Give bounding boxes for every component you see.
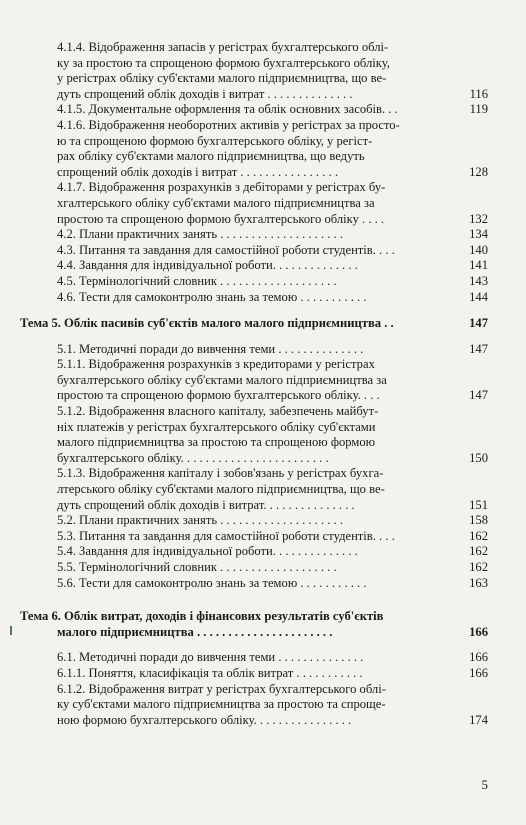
toc-group-topic-4: [0, 40, 526, 305]
toc-entry[interactable]: [57, 529, 488, 545]
toc-entry[interactable]: [57, 227, 488, 243]
toc-entry-page: 162: [469, 560, 488, 574]
toc-entry-page: 150: [469, 450, 488, 465]
toc-entry-page: 147: [469, 388, 488, 403]
toc-entry-line: 5.1. Методичні поради до вивчення теми . . . . . . . . . . . . . .: [57, 341, 364, 356]
toc-entry-title: [57, 466, 454, 513]
toc-group-topic-6: [0, 650, 526, 728]
toc-entry-page: 141: [469, 258, 488, 273]
toc-entry-page: 116: [469, 86, 488, 101]
toc-entry[interactable]: [57, 576, 488, 592]
toc-entry-line: простою та спрощеною формою бухгалтерського обліку . . . .: [57, 211, 385, 226]
toc-entry[interactable]: [57, 357, 488, 404]
toc-entry[interactable]: [57, 466, 488, 513]
toc-entry[interactable]: [57, 40, 488, 102]
toc-entry-line: 4.1.5. Документальне оформлення та облік основних засобів. . .: [57, 102, 398, 117]
toc-entry-line: 4.3. Питання та завдання для самостійної роботи студентів. . . .: [57, 242, 395, 257]
toc-entry[interactable]: [57, 342, 488, 358]
toc-topic-6-page: 166: [469, 624, 488, 639]
toc-entry-page: 140: [469, 242, 488, 257]
toc-entry[interactable]: [57, 290, 488, 306]
toc-entry-line: простою та спрощеною формою бухгалтерського обліку. . . .: [57, 388, 380, 403]
toc-entry-title: [57, 118, 454, 180]
toc-entry[interactable]: [57, 243, 488, 259]
toc-entry-page: 132: [469, 211, 488, 226]
toc-entry-title: [57, 258, 454, 274]
toc-entry-page: 128: [469, 164, 488, 179]
toc-entry-title: [57, 682, 454, 729]
toc-entry-line: 4.1.7. Відображення розрахунків з дебіторами у регістрах бу-: [57, 180, 386, 195]
toc-entry-page: 174: [469, 712, 488, 727]
toc-entry-line: 5.5. Термінологічний словник . . . . . . . . . . . . . . . . . . .: [57, 560, 337, 574]
toc-entry[interactable]: [57, 682, 488, 729]
toc-entry-line: 5.1.1. Відображення розрахунків з кредиторами у регістрах: [57, 357, 375, 372]
toc-entry-title: [57, 560, 454, 576]
toc-entry-line: 4.5. Термінологічний словник . . . . . . . . . . . . . . . . . . .: [57, 273, 337, 288]
toc-entry-line: ніх платежів у регістрах бухгалтерського обліку суб'єктами: [57, 419, 376, 434]
toc-topic-5[interactable]: [20, 316, 488, 332]
toc-entry-line: ку суб'єктами малого підприємництва за простою та спроще-: [57, 697, 386, 712]
toc-entry-line: ку за простою та спрощеною формою бухгалтерського обліку,: [57, 55, 390, 70]
toc-entry-title: [57, 227, 454, 243]
toc-entry-page: 134: [469, 227, 488, 242]
toc-entry-title: [57, 290, 454, 306]
toc-entry-line: 5.2. Плани практичних занять . . . . . . . . . . . . . . . . . . . .: [57, 513, 343, 528]
table-of-contents: [0, 40, 526, 728]
toc-entry-title: [57, 576, 454, 592]
toc-entry-page: 162: [469, 528, 488, 543]
toc-entry-line: ю та спрощеною формою бухгалтерського обліку, у регіст-: [57, 133, 373, 148]
toc-entry-line: 4.6. Тести для самоконтролю знань за темою . . . . . . . . . . .: [57, 289, 367, 304]
toc-entry-line: 4.1.4. Відображення запасів у регістрах бухгалтерського облі-: [57, 40, 389, 54]
toc-entry[interactable]: [57, 102, 488, 118]
toc-entry-title: [57, 404, 454, 466]
toc-entry-line: 4.2. Плани практичних занять . . . . . . . . . . . . . . . . . . . .: [57, 227, 343, 242]
toc-entry-title: [57, 243, 454, 259]
toc-entry[interactable]: [57, 258, 488, 274]
toc-topic-5-title: Тема 5. Облік пасивів суб'єктів малого малого підприємництва . .: [20, 316, 394, 331]
toc-entry-page: 166: [469, 665, 488, 680]
toc-topic-5-page: 147: [469, 316, 488, 331]
toc-entry-page: 144: [469, 289, 488, 304]
toc-entry-page: 163: [469, 575, 488, 590]
toc-entry-line: 5.1.2. Відображення власного капіталу, забезпечень майбут-: [57, 404, 379, 419]
toc-entry-page: 119: [469, 102, 488, 117]
toc-entry-page: 158: [469, 513, 488, 528]
toc-entry-title: [57, 513, 454, 529]
toc-entry-line: 6.1. Методичні поради до вивчення теми . . . . . . . . . . . . . .: [57, 650, 364, 665]
toc-entry-title: [57, 342, 454, 358]
toc-entry[interactable]: [57, 666, 488, 682]
toc-entry-line: 4.1.6. Відображення необоротних активів у регістрах за просто-: [57, 117, 400, 132]
toc-entry-title: [57, 40, 454, 102]
toc-entry-title: [57, 180, 454, 227]
toc-group-topic-5: [0, 342, 526, 592]
toc-entry-line: малого підприємництва за простою та спрощеною формою: [57, 435, 376, 450]
toc-entry[interactable]: [57, 274, 488, 290]
page-number: 5: [481, 777, 488, 792]
toc-entry-title: [57, 666, 454, 682]
toc-entry-line: бухгалтерського обліку суб'єктами малого підприємництва за: [57, 372, 387, 387]
toc-entry-line: 6.1.1. Поняття, класифікація та облік витрат . . . . . . . . . . .: [57, 665, 363, 680]
toc-entry-line: дуть спрощений облік доходів і витрат. . . . . . . . . . . . . . .: [57, 497, 355, 512]
toc-entry-line: 5.3. Питання та завдання для самостійної роботи студентів. . . .: [57, 528, 395, 543]
toc-entry[interactable]: [57, 650, 488, 666]
toc-entry-page: 162: [469, 544, 488, 559]
toc-entry-title: [57, 544, 454, 560]
toc-topic-6-title-cont: малого підприємництва . . . . . . . . . . . . . . . . . . . . . .: [57, 624, 333, 639]
toc-entry-title: [57, 650, 454, 666]
toc-entry[interactable]: [57, 560, 488, 576]
toc-entry-line: хгалтерського обліку суб'єктами малого підприємництва за: [57, 195, 375, 210]
toc-topic-6[interactable]: [20, 609, 488, 640]
toc-entry-page: 147: [469, 341, 488, 356]
toc-entry-line: 5.1.3. Відображення капіталу і зобов'язань у регістрах бухга-: [57, 466, 384, 481]
toc-topic-6-title: Тема 6. Облік витрат, доходів і фінансових результатів суб'єктів: [20, 609, 384, 624]
toc-entry-page: 143: [469, 273, 488, 288]
toc-entry-line: 4.4. Завдання для індивідуальної роботи. . . . . . . . . . . . . .: [57, 258, 358, 273]
toc-entry[interactable]: [57, 404, 488, 466]
toc-entry-line: ною формою бухгалтерського обліку. . . . . . . . . . . . . . . .: [57, 712, 352, 727]
toc-entry-title: [57, 529, 454, 545]
toc-entry-line: спрощений облік доходів і витрат . . . . . . . . . . . . . . . .: [57, 164, 338, 179]
toc-entry[interactable]: [57, 118, 488, 180]
toc-entry[interactable]: [57, 180, 488, 227]
toc-entry-title: [57, 357, 454, 404]
toc-entry-line: у регістрах обліку суб'єктами малого підприємництва, що ве-: [57, 71, 387, 86]
toc-entry-line: лтерського обліку суб'єктами малого підприємництва, що ве-: [57, 482, 385, 497]
toc-entry[interactable]: [57, 544, 488, 560]
toc-entry-page: 151: [469, 497, 488, 512]
toc-entry-line: 6.1.2. Відображення витрат у регістрах бухгалтерського облі-: [57, 681, 386, 696]
toc-entry-line: дуть спрощений облік доходів і витрат . . . . . . . . . . . . . .: [57, 86, 353, 101]
toc-entry-line: 5.6. Тести для самоконтролю знань за темою . . . . . . . . . . .: [57, 575, 367, 590]
toc-entry-title: [57, 102, 454, 118]
toc-entry-title: [57, 274, 454, 290]
toc-entry-page: 166: [469, 650, 488, 665]
toc-entry-line: бухгалтерського обліку. . . . . . . . . . . . . . . . . . . . . . . .: [57, 450, 329, 465]
toc-entry-line: рах обліку суб'єктами малого підприємництва, що ведуть: [57, 149, 365, 164]
toc-entry-line: 5.4. Завдання для індивідуальної роботи. . . . . . . . . . . . . .: [57, 544, 358, 559]
toc-entry[interactable]: [57, 513, 488, 529]
